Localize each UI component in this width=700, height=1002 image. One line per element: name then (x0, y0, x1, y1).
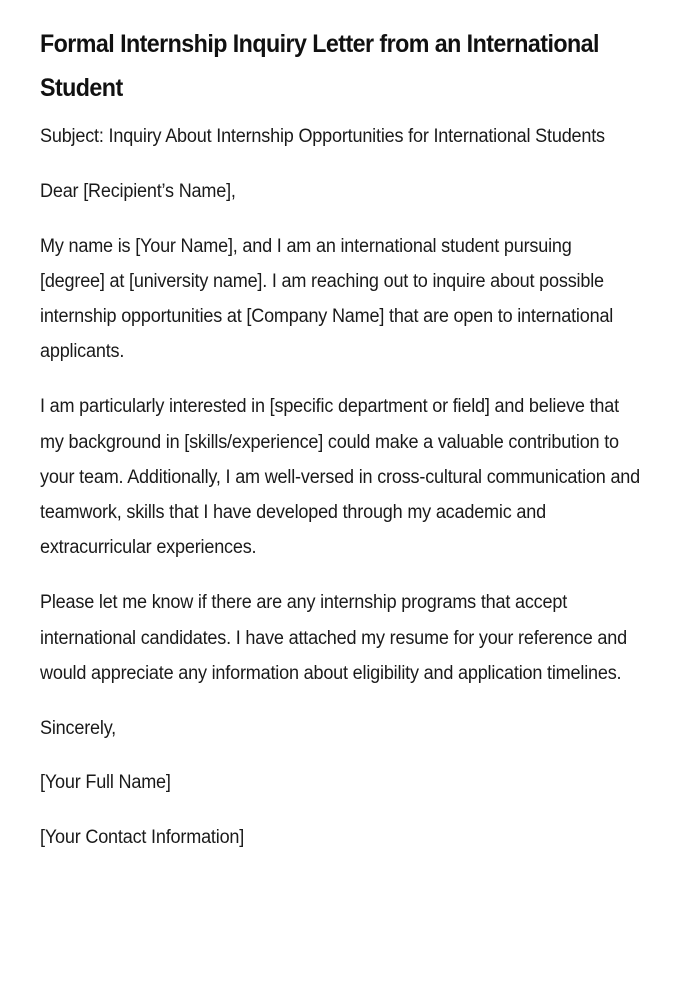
page-title: Formal Internship Inquiry Letter from an International Student (40, 30, 599, 102)
signature-name: [Your Full Name] (40, 772, 171, 794)
body-paragraph-intro: My name is [Your Name], and I am an international student pursuing [degree] at [university name]. I am reaching out to inquire about possible internship opportunities at [Company Name] that are open to international applicants. (40, 235, 614, 363)
signature-contact: [Your Contact Information] (40, 827, 245, 849)
salutation: Dear [Recipient’s Name], (40, 180, 236, 202)
closing: Sincerely, (40, 717, 117, 739)
body-paragraph-request: Please let me know if there are any internship programs that accept international candidates. I have attached my resume for your reference and would appreciate any information about eligibility and application timelines. (40, 592, 627, 684)
body-paragraph-interest: I am particularly interested in [specific department or field] and believe that my background in [skills/experience] could make a valuable contribution to your team. Additionally, I am well-versed in cross-cultural communication and teamwork, skills that I have developed through my academic and extracurricular experiences. (40, 396, 640, 559)
subject-line: Subject: Inquiry About Internship Opportunities for International Students (40, 126, 605, 147)
